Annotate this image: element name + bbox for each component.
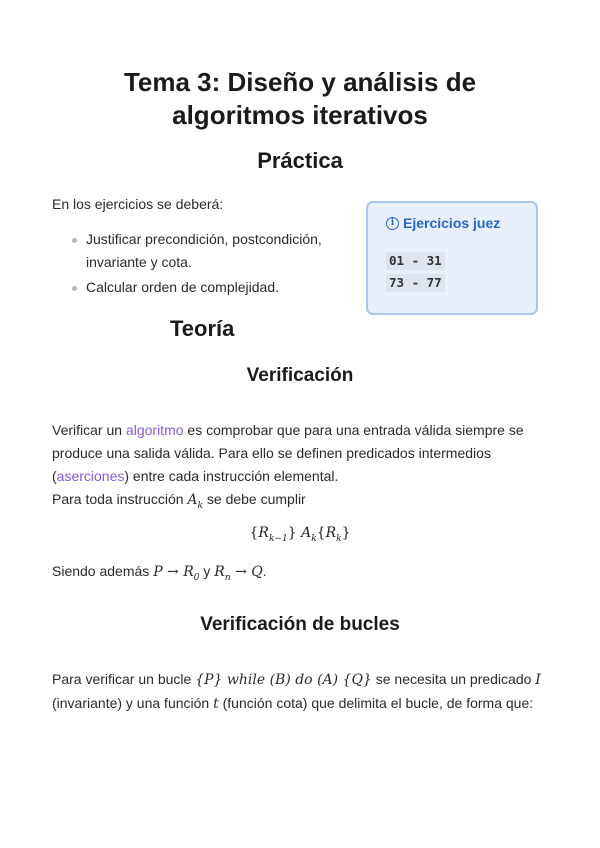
math-formula: $P \to R_0$ [153, 564, 200, 583]
text-span: Verificar un [52, 422, 126, 438]
text-span: Para verificar un bucle [52, 671, 196, 687]
teoria-heading: Teoría [170, 316, 235, 341]
callout-title: Ejercicios juez [403, 215, 501, 231]
text-span: se necesita un predicado [371, 671, 536, 687]
exercise-range: 01 - 31 [386, 252, 445, 270]
list-item: Calcular orden de complejidad. [52, 276, 352, 299]
math-I: I [535, 672, 541, 688]
text-span: (invariante) y una función [52, 695, 214, 711]
text-span: Siendo además [52, 563, 154, 579]
math-t: t [213, 696, 219, 712]
aserciones-link[interactable]: aserciones [56, 468, 125, 484]
page-title: Tema 3: Diseño y análisis de algoritmos iterativos [123, 67, 477, 130]
bucles-paragraph [52, 668, 552, 716]
siendo-paragraph: Siendo además $P \to R_0$ y $R_n \to Q$. [52, 563, 267, 583]
text-span: y [199, 563, 215, 579]
info-icon: i [386, 217, 399, 230]
text-span: es comprobar que para una entrada válida siempre se produce una salida válida. Para ello se definen predicados intermedios ( [52, 422, 524, 484]
hoare-triple-formula: $\{R_{k-1}\}$ $A_k\{R_k\}$ [249, 525, 351, 544]
math-Ak: $A_k$ [187, 492, 203, 511]
text-span: (función cota) que delimita el bucle, de forma que: [218, 695, 534, 711]
exercise-range: 73 - 77 [386, 274, 445, 292]
callout-header [386, 215, 500, 231]
practica-intro: En los ejercicios se deberá: [52, 196, 224, 212]
practica-heading: Práctica [257, 148, 343, 173]
verificacion-paragraph [52, 419, 552, 518]
text-span: ) entre cada instrucción elemental. [124, 468, 339, 484]
ejercicios-juez-callout [366, 201, 538, 315]
practica-bullet-list [52, 228, 352, 301]
verificacion-heading: Verificación [246, 365, 354, 386]
text-span: Para toda instrucción [52, 491, 188, 507]
verificacion-bucles-heading: Verificación de bucles [200, 614, 400, 635]
math-formula: $R_n \to Q$ [214, 564, 263, 583]
math-formula: {P} while (B) do (A) {Q} [195, 672, 372, 688]
algoritmo-link[interactable]: algoritmo [125, 422, 184, 438]
text-span: se debe cumplir [203, 491, 306, 507]
list-item: Justificar precondición, postcondición, invariante y cota. [52, 228, 352, 274]
